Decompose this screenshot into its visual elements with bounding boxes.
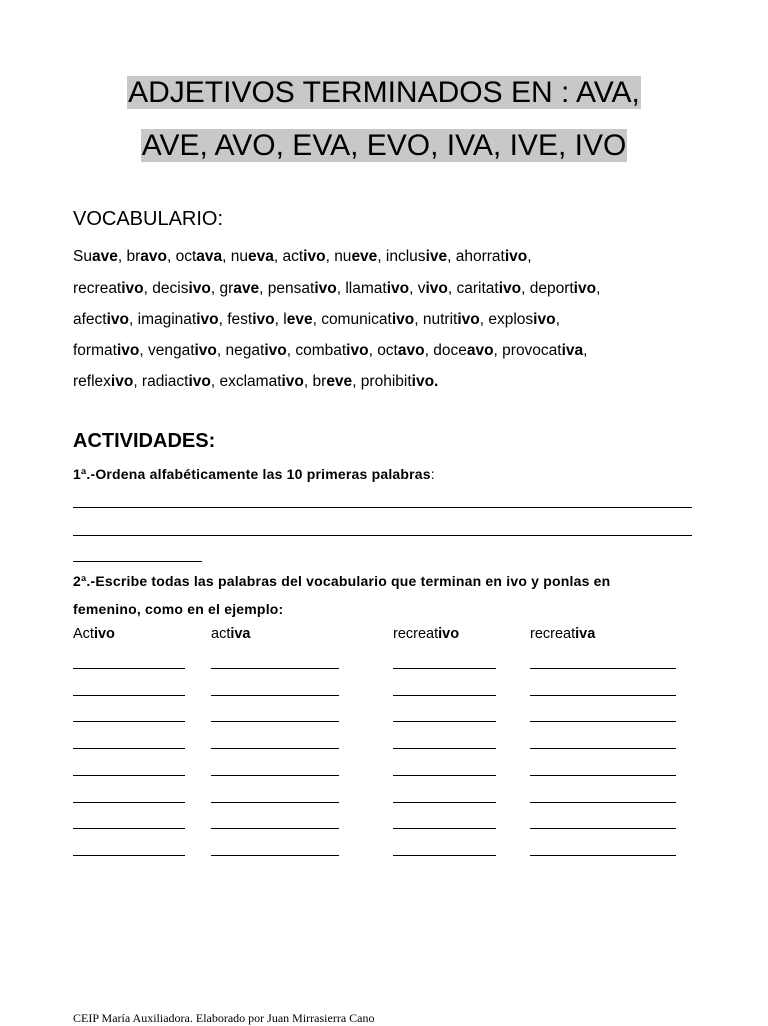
- word-fragment: Act: [73, 626, 94, 642]
- word-fragment: iva: [561, 342, 584, 359]
- word-fragment: ave: [233, 280, 260, 297]
- answer-blank[interactable]: [73, 828, 185, 829]
- answer-blank[interactable]: [73, 855, 185, 856]
- word-fragment: ivo: [411, 373, 435, 390]
- word-fragment: ivo: [303, 248, 326, 265]
- word-fragment: reflex: [73, 373, 111, 390]
- word-fragment: avo: [466, 342, 494, 359]
- word-fragment: ivo: [188, 280, 211, 297]
- answer-blank[interactable]: [393, 721, 496, 722]
- word-fragment: , llamat: [336, 280, 387, 297]
- example-word: [73, 626, 115, 642]
- word-fragment: act: [211, 626, 231, 642]
- example-word: [530, 626, 595, 642]
- answer-blank[interactable]: [393, 695, 496, 696]
- word-fragment: afect: [73, 311, 107, 328]
- word-fragment: avo: [140, 248, 167, 265]
- answer-blank[interactable]: [393, 855, 496, 856]
- word-fragment: , decis: [143, 280, 189, 297]
- word-fragment: ivo: [457, 311, 480, 328]
- vocabulary-line: [73, 373, 438, 391]
- word-fragment: recreat: [393, 626, 439, 642]
- title-line-2: [0, 127, 768, 165]
- answer-blank[interactable]: [211, 775, 339, 776]
- answer-blank[interactable]: [530, 828, 676, 829]
- word-fragment: eve: [326, 373, 353, 390]
- word-fragment: , doce: [424, 342, 467, 359]
- word-fragment: eva: [248, 248, 274, 265]
- word-fragment: ava: [196, 248, 223, 265]
- vocabulary-line: [73, 280, 600, 298]
- word-fragment: ivo: [346, 342, 369, 359]
- word-fragment: ivo: [264, 342, 287, 359]
- word-fragment: , pensat: [259, 280, 315, 297]
- vocabulary-line: [73, 248, 532, 266]
- answer-blank[interactable]: [530, 695, 676, 696]
- word-fragment: , combat: [286, 342, 347, 359]
- word-fragment: , act: [273, 248, 304, 265]
- question-1-colon: :: [430, 466, 435, 482]
- word-fragment: , exclamat: [210, 373, 282, 390]
- word-fragment: recreat: [73, 280, 122, 297]
- word-fragment: ivo: [504, 248, 528, 265]
- word-fragment: , ahorrat: [447, 248, 505, 265]
- answer-blank[interactable]: [211, 668, 339, 669]
- title-line-1: [0, 74, 768, 112]
- title-line-2-text: AVE, AVO, EVA, EVO, IVA, IVE, IVO: [141, 129, 627, 162]
- word-fragment: , explos: [479, 311, 534, 328]
- word-fragment: .: [434, 373, 439, 390]
- answer-blank[interactable]: [530, 748, 676, 749]
- answer-line[interactable]: [73, 507, 692, 508]
- word-fragment: recreat: [530, 626, 576, 642]
- word-fragment: ivo: [121, 280, 144, 297]
- answer-blank[interactable]: [530, 855, 676, 856]
- word-fragment: , gr: [210, 280, 234, 297]
- answer-blank[interactable]: [73, 802, 185, 803]
- word-fragment: , prohibit: [352, 373, 412, 390]
- word-fragment: , br: [303, 373, 327, 390]
- answer-blank[interactable]: [393, 775, 496, 776]
- word-fragment: ivo: [533, 311, 556, 328]
- example-word: [211, 626, 251, 642]
- answer-blank[interactable]: [211, 828, 339, 829]
- word-fragment: iva: [230, 626, 251, 642]
- word-fragment: , negat: [216, 342, 265, 359]
- word-fragment: ivo: [386, 280, 410, 297]
- word-fragment: ivo: [573, 280, 597, 297]
- answer-blank[interactable]: [530, 775, 676, 776]
- word-fragment: Su: [73, 248, 92, 265]
- answer-blank[interactable]: [393, 802, 496, 803]
- answer-blank[interactable]: [211, 855, 339, 856]
- answer-blank[interactable]: [211, 802, 339, 803]
- example-word: [393, 626, 459, 642]
- word-fragment: , oct: [368, 342, 398, 359]
- word-fragment: eve: [351, 248, 378, 265]
- answer-blank[interactable]: [393, 668, 496, 669]
- vocabulary-line: [73, 342, 587, 360]
- word-fragment: ivo: [281, 373, 304, 390]
- word-fragment: ,: [555, 311, 560, 328]
- word-fragment: , comunicat: [312, 311, 392, 328]
- question-1-text: 1ª.-Ordena alfabéticamente las 10 primeras palabras: [73, 466, 431, 482]
- word-fragment: ivo: [438, 626, 460, 642]
- word-fragment: ivo: [93, 626, 115, 642]
- question-1: [73, 466, 435, 482]
- word-fragment: , nu: [222, 248, 248, 265]
- word-fragment: , vengat: [139, 342, 195, 359]
- word-fragment: ,: [583, 342, 588, 359]
- word-fragment: , radiact: [133, 373, 189, 390]
- word-fragment: avo: [397, 342, 425, 359]
- word-fragment: ivo: [188, 373, 211, 390]
- word-fragment: , br: [117, 248, 141, 265]
- word-fragment: , inclus: [377, 248, 426, 265]
- word-fragment: ivo: [425, 280, 448, 297]
- answer-blank[interactable]: [73, 775, 185, 776]
- word-fragment: ivo: [196, 311, 219, 328]
- answer-blank[interactable]: [73, 668, 185, 669]
- word-fragment: ave: [91, 248, 118, 265]
- vocabulary-heading: VOCABULARIO:: [73, 208, 224, 230]
- word-fragment: ivo: [110, 373, 134, 390]
- answer-line[interactable]: [73, 535, 692, 536]
- word-fragment: ivo: [194, 342, 217, 359]
- vocabulary-line: [73, 311, 560, 329]
- word-fragment: , caritat: [447, 280, 499, 297]
- answer-blank[interactable]: [211, 721, 339, 722]
- word-fragment: eve: [286, 311, 313, 328]
- word-fragment: , oct: [166, 248, 197, 265]
- answer-line[interactable]: [73, 561, 202, 562]
- word-fragment: , imaginat: [129, 311, 197, 328]
- answer-blank[interactable]: [393, 828, 496, 829]
- word-fragment: , deport: [521, 280, 574, 297]
- answer-blank[interactable]: [393, 748, 496, 749]
- answer-blank[interactable]: [211, 695, 339, 696]
- answer-blank[interactable]: [73, 695, 185, 696]
- footer: CEIP María Auxiliadora. Elaborado por Juan Mirrasierra Cano: [73, 1011, 375, 1025]
- answer-blank[interactable]: [530, 721, 676, 722]
- question-2-line-2: femenino, como en el ejemplo:: [73, 601, 284, 617]
- activities-heading: ACTIVIDADES:: [73, 430, 216, 452]
- word-fragment: ,: [527, 248, 532, 265]
- question-2-line-1: 2ª.-Escribe todas las palabras del vocabulario que terminan en ivo y ponlas en: [73, 573, 611, 589]
- word-fragment: , fest: [218, 311, 253, 328]
- word-fragment: , v: [409, 280, 426, 297]
- word-fragment: , nutrit: [414, 311, 458, 328]
- word-fragment: ivo: [252, 311, 275, 328]
- word-fragment: ivo: [106, 311, 130, 328]
- answer-blank[interactable]: [73, 721, 185, 722]
- answer-blank[interactable]: [530, 802, 676, 803]
- word-fragment: ,: [596, 280, 601, 297]
- word-fragment: ivo: [391, 311, 415, 328]
- word-fragment: , provocat: [493, 342, 562, 359]
- word-fragment: format: [73, 342, 117, 359]
- answer-blank[interactable]: [530, 668, 676, 669]
- word-fragment: ivo: [314, 280, 337, 297]
- word-fragment: ivo: [498, 280, 522, 297]
- title-line-1-text: ADJETIVOS TERMINADOS EN : AVA,: [128, 76, 640, 109]
- word-fragment: ive: [425, 248, 448, 265]
- answer-blank[interactable]: [73, 748, 185, 749]
- word-fragment: , nu: [325, 248, 352, 265]
- answer-blank[interactable]: [211, 748, 339, 749]
- word-fragment: iva: [575, 626, 596, 642]
- word-fragment: ivo: [116, 342, 140, 359]
- word-fragment: , l: [274, 311, 287, 328]
